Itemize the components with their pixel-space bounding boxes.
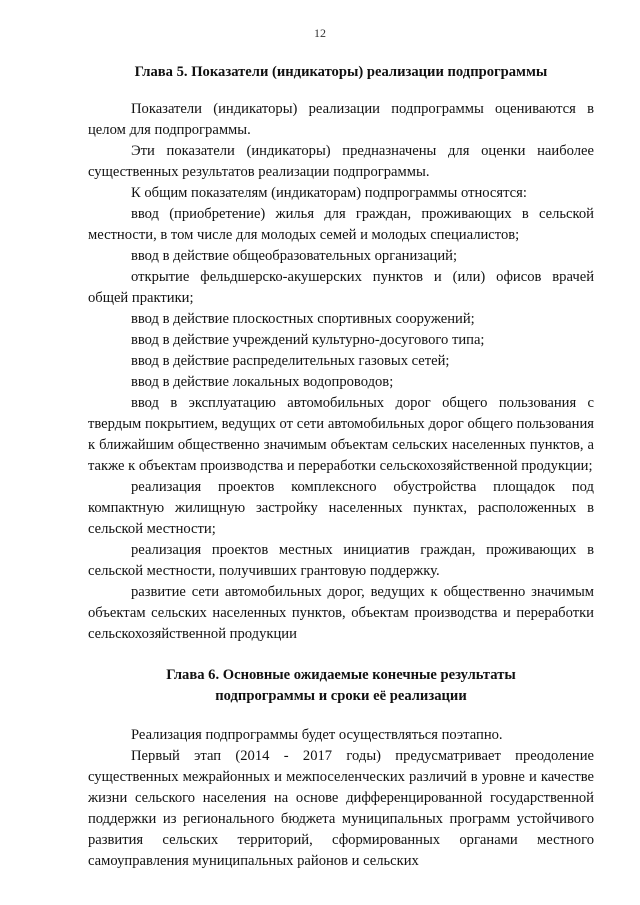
paragraph: Показатели (индикаторы) реализации подпрограммы оцениваются в целом для подпрограммы.	[88, 101, 594, 138]
paragraph: Первый этап (2014 - 2017 годы) предусматривает преодоление существенных межрайонных и межпоселенческих различий в уровне и качестве жизни сельского населения на основе дифференцированной государственной поддержки из регионального бюджета муниципальных программ устойчивого развития сельских территорий, сформированных органами местного самоуправления муниципальных районов и сельских	[88, 748, 594, 869]
paragraph: К общим показателям (индикаторам) подпрограммы относятся:	[131, 185, 527, 201]
list-item: ввод в эксплуатацию автомобильных дорог общего пользования с твердым покрытием, ведущих от сети автомобильных дорог общего пользования к ближайшим общественно значимым объектам сельских населенных пунктов, а также к объектам производства и переработки сельскохозяйственной продукции;	[88, 395, 594, 474]
page-number: 12	[314, 26, 326, 40]
list-item: ввод в действие локальных водопроводов;	[131, 374, 394, 390]
list-item: реализация проектов местных инициатив граждан, проживающих в сельской местности, получивших грантовую поддержку.	[88, 542, 594, 579]
chapter-6-title-line-1: Глава 6. Основные ожидаемые конечные результаты	[166, 667, 516, 683]
document-body	[88, 62, 594, 872]
paragraph: Реализация подпрограммы будет осуществляться поэтапно.	[131, 727, 503, 743]
list-item: реализация проектов комплексного обустройства площадок под компактную жилищную застройку населенных пунктах, расположенных в сельской местности;	[88, 479, 594, 537]
list-item: ввод в действие учреждений культурно-досугового типа;	[131, 332, 485, 348]
list-item: открытие фельдшерско-акушерских пунктов и (или) офисов врачей общей практики;	[88, 269, 594, 306]
chapter-5-title: Глава 5. Показатели (индикаторы) реализации подпрограммы	[134, 64, 548, 80]
list-item: развитие сети автомобильных дорог, ведущих к общественно значимым объектам сельских населенных пунктов, объектам производства и переработки сельскохозяйственной продукции	[88, 584, 594, 642]
chapter-6-title	[88, 665, 594, 707]
paragraph: Эти показатели (индикаторы) предназначены для оценки наиболее существенных результатов реализации подпрограммы.	[88, 143, 594, 180]
list-item: ввод (приобретение) жилья для граждан, проживающих в сельской местности, в том числе для молодых семей и молодых специалистов;	[88, 206, 594, 243]
list-item: ввод в действие общеобразовательных организаций;	[131, 248, 458, 264]
chapter-6-title-line-2: подпрограммы и сроки её реализации	[215, 688, 467, 704]
list-item: ввод в действие распределительных газовых сетей;	[131, 353, 450, 369]
list-item: ввод в действие плоскостных спортивных сооружений;	[131, 311, 475, 327]
